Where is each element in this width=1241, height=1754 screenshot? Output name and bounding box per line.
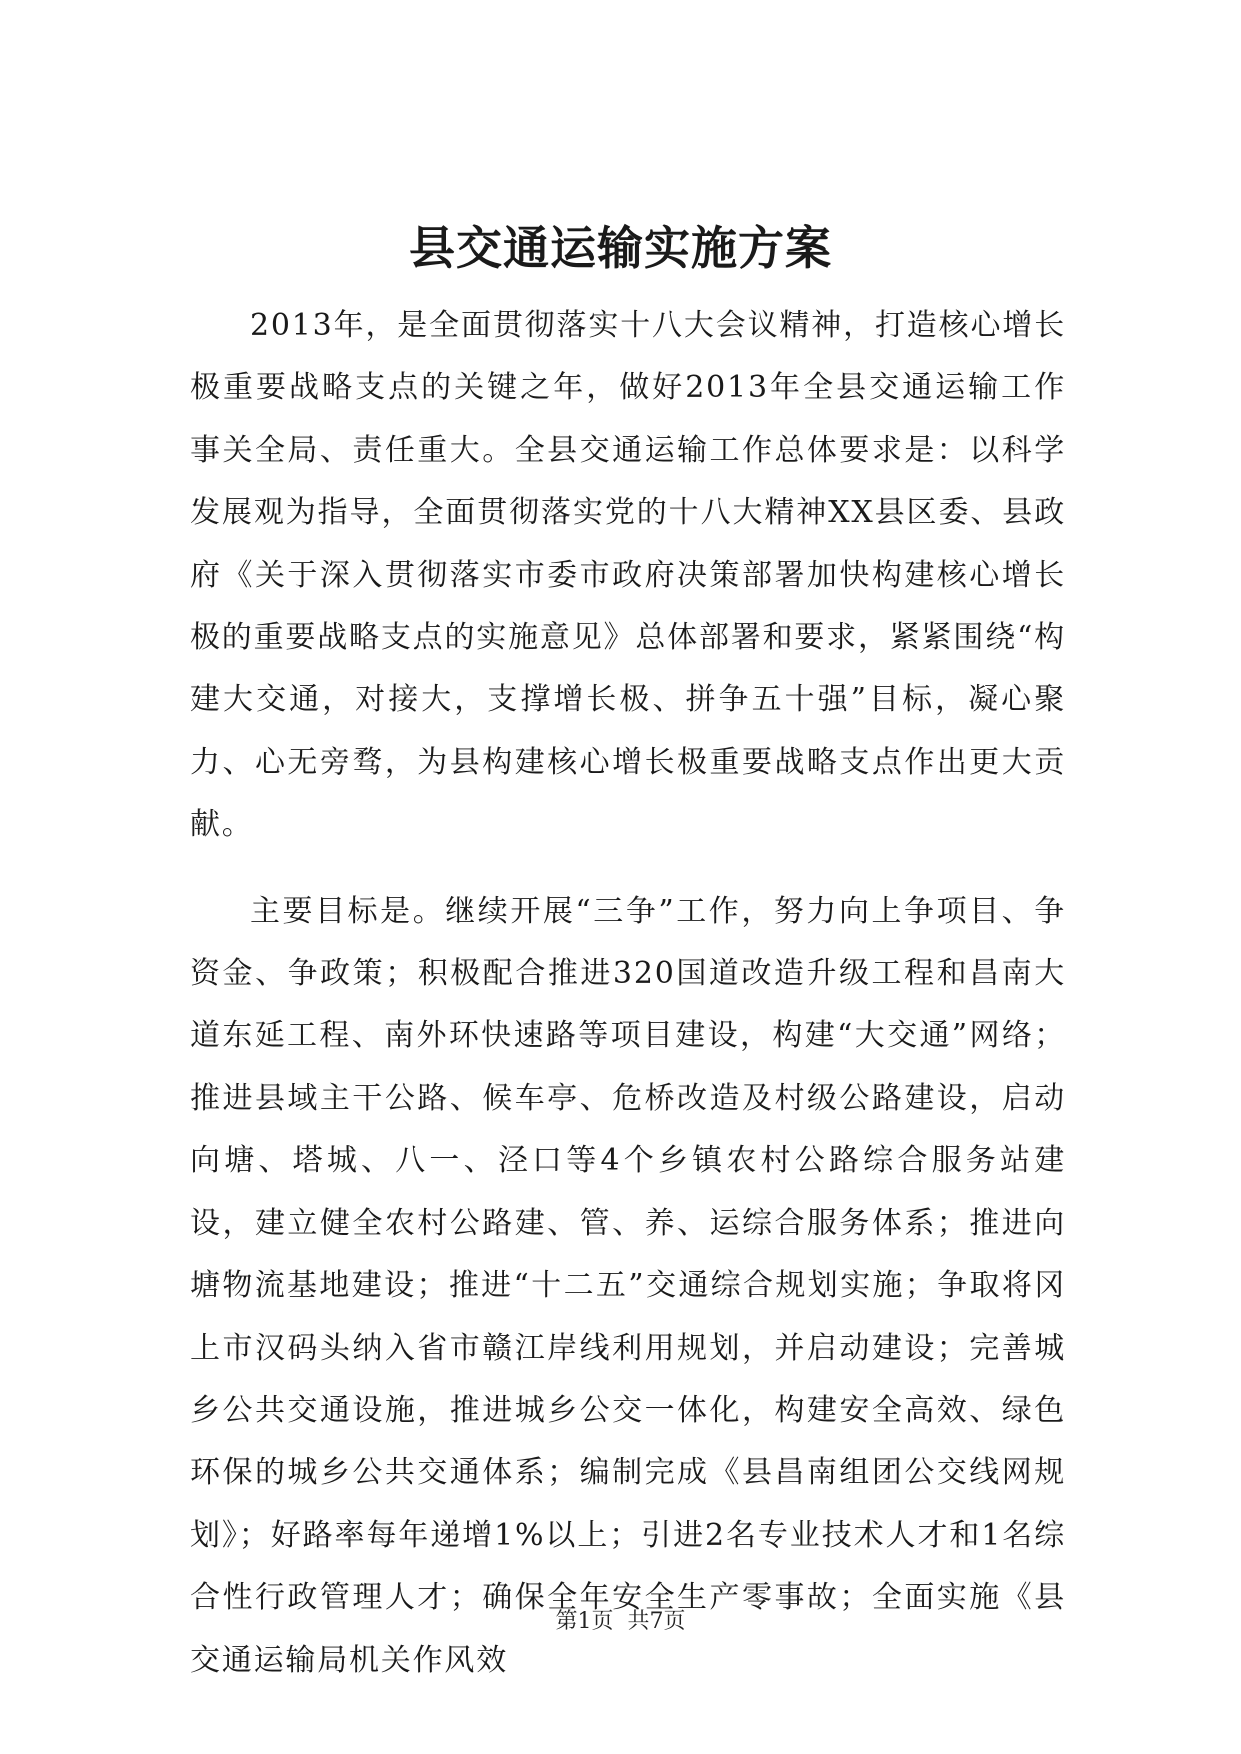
- page-total: 共7页: [627, 1609, 686, 1634]
- document-title: 县交通运输实施方案: [409, 221, 832, 275]
- paragraph-main-goals: 主要目标是。继续开展“三争”工作，努力向上争项目、争资金、争政策；积极配合推进320国道改造升级工程和昌南大道东延工程、南外环快速路等项目建设，构建“大交通”网络；推进县域主干公路、候车亭、危桥改造及村级公路建设，启动向塘、塔城、八一、泾口等4个乡镇农村公路综合服务站建设，建立健全农村公路建、管、养、运综合服务体系；推进向塘物流基地建设；推进“十二五”交通综合规划实施；争取将冈上市汉码头纳入省市赣江岸线利用规划，并启动建设；完善城乡公共交通设施，推进城乡公交一体化，构建安全高效、绿色环保的城乡公共交通体系；编制完成《县昌南组团公交线网规划》；好路率每年递增1%以上；引进2名专业技术人才和1名综合性行政管理人才；确保全年安全生产零事故；全面实施《县交通运输局机关作风效: [190, 893, 1066, 1678]
- page-number: 第1页: [555, 1609, 614, 1634]
- page-footer: [0, 1607, 1241, 1637]
- paragraph-general-requirements: 2013年，是全面贯彻落实十八大会议精神，打造核心增长极重要战略支点的关键之年，做好2013年全县交通运输工作事关全局、责任重大。全县交通运输工作总体要求是：以科学发展观为指导，全面贯彻落实党的十八大精神XX县区委、县政府《关于深入贯彻落实市委市政府决策部署加快构建核心增长极的重要战略支点的实施意见》总体部署和要求，紧紧围绕“构建大交通，对接大，支撑增长极、拼争五十强”目标，凝心聚力、心无旁骛，为县构建核心增长极重要战略支点作出更大贡献。: [190, 308, 1066, 843]
- document-body: [190, 295, 1066, 1692]
